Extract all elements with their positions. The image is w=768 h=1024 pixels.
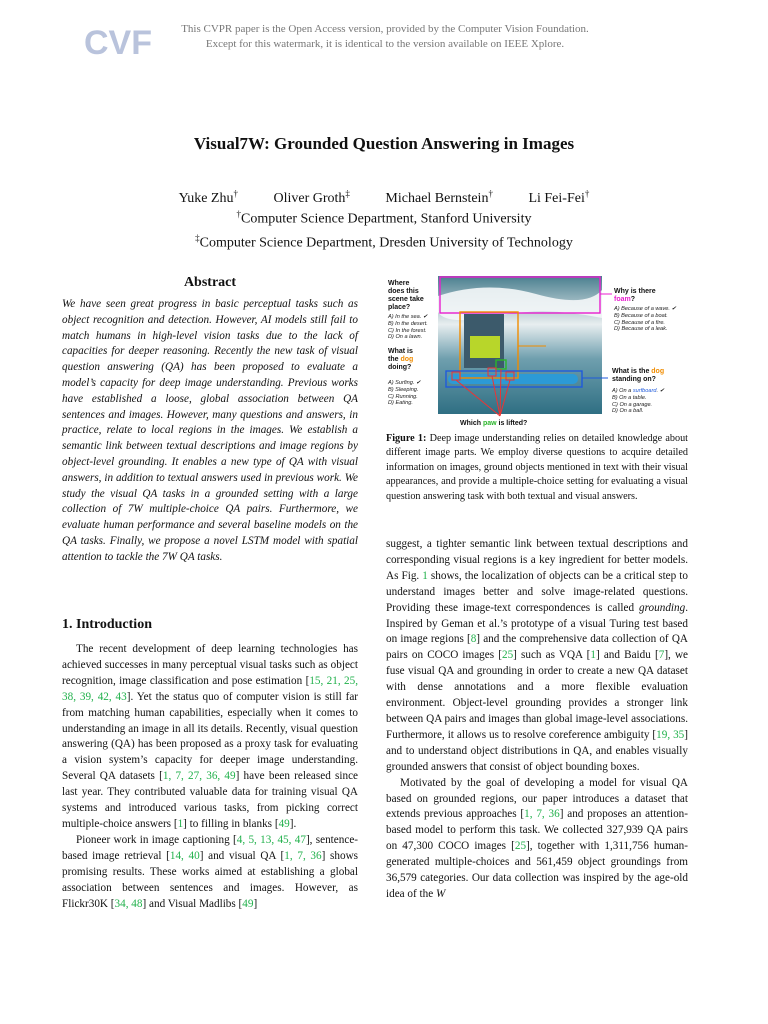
affiliation: †Computer Science Department, Stanford University (236, 209, 532, 227)
author: Michael Bernstein† (385, 188, 493, 206)
citation[interactable]: 1, 7, 36 (284, 849, 322, 862)
answers-where: A) In the sea. ✔ B) In the desert. C) In the forest. D) On a lawn. (388, 314, 428, 341)
affiliation: ‡Computer Science Department, Dresden University of Technology (195, 232, 573, 251)
citation[interactable]: 1, 7, 36 (524, 808, 560, 821)
surfboard-shape (448, 374, 578, 384)
paper-title: Visual7W: Grounded Question Answering in Images (193, 134, 575, 153)
figure-1 (386, 276, 688, 428)
citation[interactable]: 4, 5, 13, 45, 47 (236, 833, 306, 846)
citation[interactable]: 1 (177, 817, 184, 830)
answers-why: A) Because of a wave. ✔ B) Because of a boat. C) Because of a fire. D) Because of a leak. (614, 306, 677, 333)
answers-what-doing: A) Surfing. ✔ B) Sleeping. C) Running. D) Eating. (388, 380, 421, 407)
question-standing: What is the dog standing on? (612, 368, 665, 383)
section-heading-introduction: 1. Introduction (62, 617, 152, 632)
citation[interactable]: 14, 40 (169, 849, 200, 862)
answers-standing: A) On a surfboard. ✔ B) On a table. C) On a garage. D) On a ball. (612, 388, 665, 415)
citation[interactable]: 25 (501, 649, 514, 662)
citation[interactable]: 49 (278, 817, 290, 830)
question-what-doing: What is the dog doing? (388, 348, 414, 371)
intro-paragraph-2: Pioneer work in image captioning [4, 5, 13, 45, 47], sentence-based image retrieval [14, 40] and visual QA [1, 7, 36] shows promising results. These works aimed at establishing a global association between sentences and images. However, as Flickr30K [34, 48] and Visual Madlibs [49] (62, 833, 359, 910)
citation[interactable]: 49 (242, 897, 254, 910)
citation[interactable]: 1 (422, 569, 428, 582)
right-column-body (386, 537, 688, 903)
cvf-logo (84, 20, 152, 62)
question-paw: Which paw is lifted? (460, 420, 528, 427)
watermark-line-1: This CVPR paper is the Open Access version, provided by the Computer Vision Foundation. (181, 23, 589, 35)
author: Oliver Groth‡ (273, 188, 350, 206)
right-paragraph-2: Motivated by the goal of developing a model for visual QA based on grounded regions, our paper introduces a dataset that extends previous approaches [1, 7, 36] and proposes an attention-based model to perform this task. We collected 327,939 QA pairs on 47,300 COCO images [25], together with 1,311,756 human-generated multiple-choices and 561,459 object groundings from 36,579 categories. Our data collection was inspired by the age-old idea of the W (386, 776, 688, 900)
citation[interactable]: 1 (590, 649, 596, 662)
intro-paragraph-1: The recent development of deep learning technologies has achieved successes in many perceptual visual tasks such as object recognition, image classification and pose estimation [15, 21, 25, 38, 39, 42, 43]. Yet the status quo of computer vision is still far from matching human capabilities, especially when it comes to understanding an image in all its details. Recently, visual question answering (QA) has been proposed as a proxy task for evaluating a vision system’s capacity for deeper image understanding. Several QA datasets [1, 7, 27, 36, 49] have been released since last year. They contributed valuable data for training visual QA systems and introduced various tasks, from picking correct multiple-choice answers [1] to filling in blanks [49]. (62, 643, 359, 830)
figure-1-caption (386, 432, 688, 504)
caption-label: Figure 1: (386, 433, 427, 444)
citation[interactable]: 7 (658, 649, 665, 662)
abstract-text: We have seen great progress in basic perceptual tasks such as object recognition and detection. However, AI models still fail to match humans in high-level vision tasks due to the lack of capacities for deeper reasoning. Recently the new task of visual question answering (QA) has been proposed to evaluate a model’s capacity for deep image understanding. Previous works have established a loose, global association between QA sentences and images. However, many questions and answers, in practice, relate to local regions in the images. We establish a semantic link between textual descriptions and image regions by object-level grounding. It enables a new type of QA with visual answers, in addition to textual answers used in previous work. We study the visual QA tasks in a grounded setting with a large collection of 7W multiple-choice QA pairs. Furthermore, we evaluate human performance and several baseline models on the QA tasks. Finally, we propose a novel LSTM model with spatial attention to tackle the 7W QA tasks. (62, 298, 358, 563)
citation[interactable]: 25 (514, 840, 527, 853)
caption-text: Deep image understanding relies on detailed knowledge about different image parts. We employ diverse questions to acquire detailed information on images, ground objects mentioned in text with their visual appearances, and provide a multiple-choice setting for evaluating a visual question answering task with both textual and visual answers. (386, 433, 688, 502)
citation[interactable]: 19, 35 (656, 728, 685, 741)
citation[interactable]: 34, 48 (114, 897, 143, 910)
citation[interactable]: 8 (470, 633, 477, 646)
affiliations (0, 205, 768, 252)
left-column-body (62, 642, 358, 912)
citation[interactable]: 15, 21, 25, 38, 39, 42, 43 (62, 674, 358, 703)
question-why: Why is there foam? (614, 288, 656, 303)
watermark (150, 22, 620, 52)
author: Yuke Zhu† (178, 188, 238, 206)
question-where: Where does this scene take place? (388, 280, 424, 311)
abstract-heading: Abstract (183, 275, 237, 290)
author: Li Fei-Fei† (528, 188, 590, 206)
citation[interactable]: 1, 7, 27, 36, 49 (162, 770, 236, 783)
cvf-logo-text: CVF (84, 24, 152, 62)
right-paragraph-1: suggest, a tighter semantic link between textual descriptions and corresponding visual regions is a key ingredient for better models. As Fig. 1 shows, the localization of objects can be a critical step to understand images better and solve image-related questions. Providing these image-text correspondences is called grounding. Inspired by Geman et al.’s prototype of a visual Turing test based on image regions [8] and the comprehensive data collection of QA pairs on COCO images [25] such as VQA [1] and Baidu [7], we fuse visual QA and grounding in order to create a new QA dataset with dense annotations and a more flexible evaluation environment. Object-level grounding provides a stronger link between QA pairs and images than global image-level associations. Furthermore, it allows us to resolve coreference ambiguity [19, 35] and to understand object distributions in QA, and enables visually grounded answers that consist of object bounding boxes. (386, 538, 689, 773)
watermark-line-2: Except for this watermark, it is identical to the version available on IEEE Xplore. (205, 38, 565, 50)
